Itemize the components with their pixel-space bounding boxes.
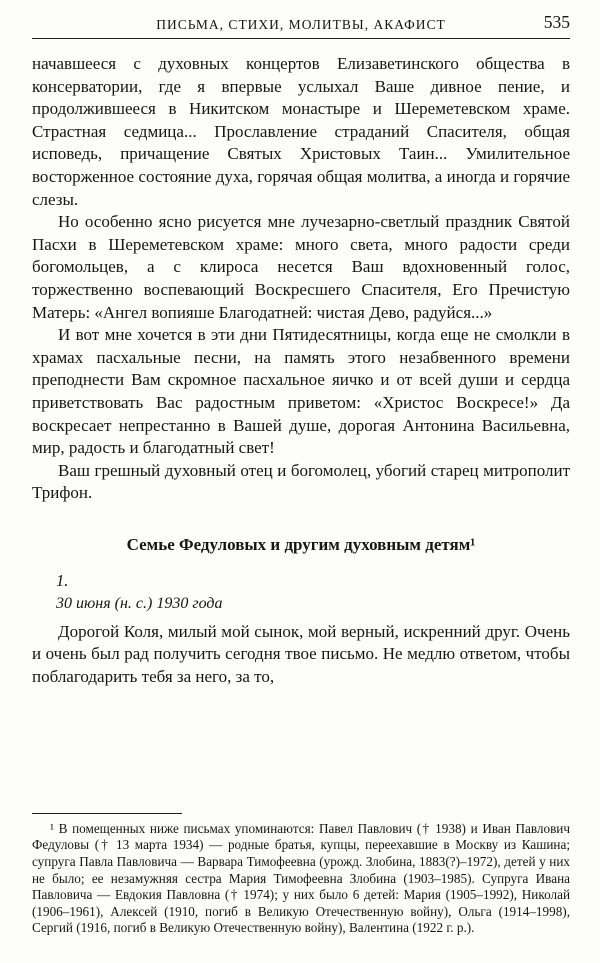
footnote-text: ¹ В помещенных ниже письмах упоминаются: Павел Павлович († 1938) и Иван Павлович Федуловы († 13 марта 1934) — родные братья, купцы, переехавшие в Москву из Кашина; супруга Павла Павловича — Варвара Тимофеевна (урожд. Злобина, 1883(?)–1972), детей у них не было; ее незамужняя сестра Мария Тимофеевна Злобина (1903–1985). Супруга Ивана Павловича — Евдокия Павловна († 1974); у них было 6 детей: Мария (1905–1992), Николай (1906–1961), Алексей (1910, погиб в Великую Отечественную войну), Ольга (1914–1998), Сергий (1916, погиб в Великую Отечественную войну), Валентина (1922 г. р.). xyxy=(32,820,570,936)
page-number: 535 xyxy=(543,12,570,32)
page-header xyxy=(32,12,570,38)
section-heading: Семье Федуловых и другим духовным детям¹ xyxy=(126,534,476,554)
page-body xyxy=(32,53,570,689)
header-rule xyxy=(32,38,570,39)
paragraph-signature: Ваш грешный духовный отец и богомолец, убогий старец митрополит Трифон. xyxy=(32,460,570,503)
paragraph: И вот мне хочется в эти дни Пятидесятницы, когда еще не смолкли в храмах пасхальные песни, на память этого незабвенного времени преподнести Вам скромное пасхальное яичко и от всей души и сердца приветствовать Вас радостным приветом: «Христос Воскресе!» Да воскресает непрестанно в Вашей душе, дорогая Антонина Васильевна, мир, радость и благодатный свет! xyxy=(32,325,570,458)
letter-date: 30 июня (н. с.) 1930 года xyxy=(56,594,223,612)
footnote-rule xyxy=(32,813,182,814)
paragraph-letter-opening: Дорогой Коля, милый мой сынок, мой верный, искренний друг. Очень и очень был рад получить сегодня твое письмо. Не медлю ответом, чтобы поблагодарить тебя за него, за то, xyxy=(32,621,570,687)
letter-number: 1. xyxy=(56,570,69,590)
running-title: ПИСЬМА, СТИХИ, МОЛИТВЫ, АКАФИСТ xyxy=(156,17,446,32)
footnote-block xyxy=(32,813,570,937)
paragraph: Но особенно ясно рисуется мне лучезарно-светлый праздник Святой Пасхи в Шереметевском храме: много света, много радости среди богомольцев, а с клироса несется Ваш вдохновенный голос, торжественно воспевающий Воскресшего Спасителя, Его Пречистую Матерь: «Ангел вопияше Благодатней: чистая Дево, радуйся...» xyxy=(32,212,570,322)
paragraph-continuation: начавшееся с духовных концертов Елизаветинского общества в консерватории, где я впервые услыхал Ваше дивное пение, и продолжившееся в Никитском монастыре и Шереметевском храме. Страстная седмица... Прославление страданий Спасителя, общая исповедь, причащение Святых Христовых Таин... Умилительное восторженное состояние духа, горячая общая молитва, а иногда и горячие слезы. xyxy=(32,54,570,209)
